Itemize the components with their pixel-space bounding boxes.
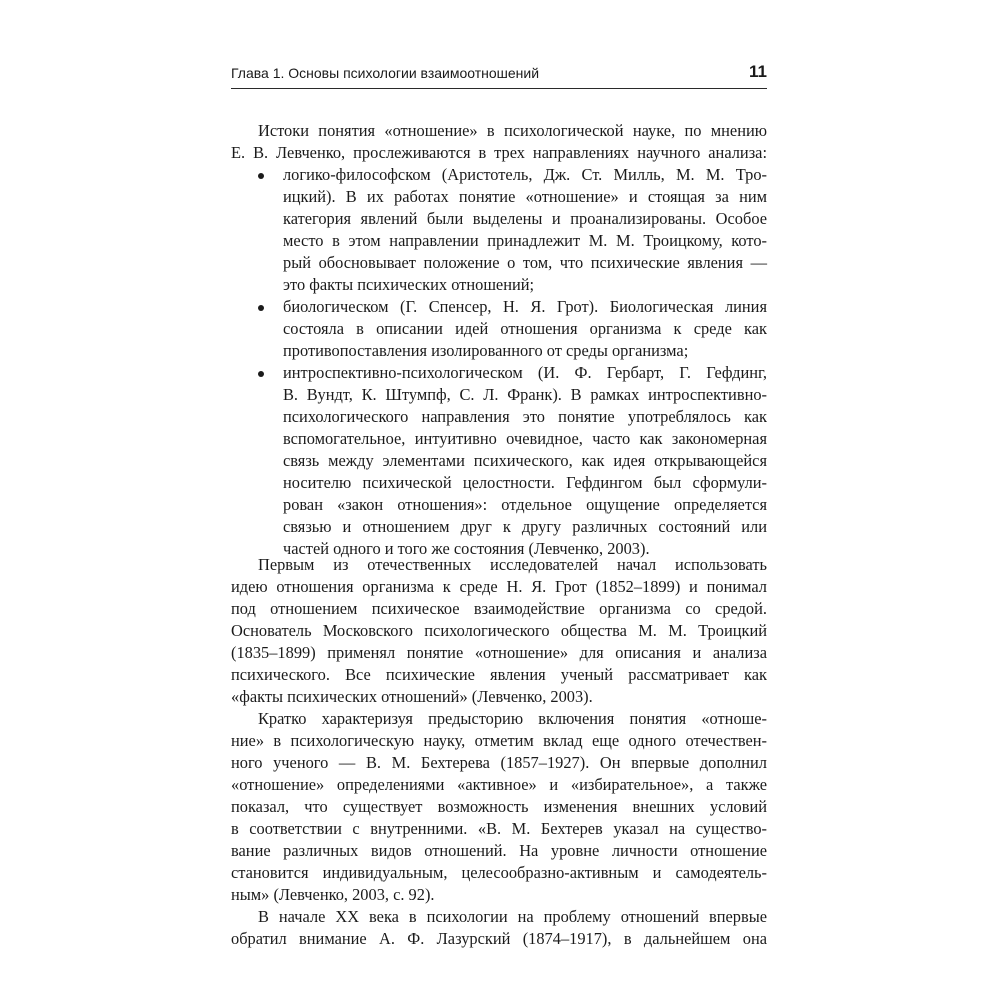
list-item-line: частей одного и того же состояния (Левченко, 2003). [283, 539, 650, 558]
list-item-line: связь между элементами психического, как идея открывающейся [283, 451, 767, 470]
running-head [231, 64, 767, 84]
text-line: психического. Все психические явления ученый рассматривает как [231, 665, 767, 684]
text-line: обратил внимание А. Ф. Лазурский (1874–1917), в дальнейшем она [231, 929, 767, 948]
list-item-line: категория явлений были выделены и проанализированы. Особое [283, 209, 767, 228]
text-line: Первым из отечественных исследователей начал использовать [258, 555, 767, 574]
list-item-line: рый обосновывает положение о том, что психические явления — [283, 253, 767, 272]
text-line: Кратко характеризуя предысторию включения понятия «отноше- [258, 709, 767, 728]
list-item-line: противопоставления изолированного от среды организма; [283, 341, 689, 360]
list-item-line: логико-философском (Аристотель, Дж. Ст. Милль, М. М. Тро- [283, 165, 767, 184]
page-number: 11 [749, 62, 767, 81]
bullet-marker [258, 305, 264, 311]
text-line: В начале XX века в психологии на проблему отношений впервые [258, 907, 767, 926]
header-rule [231, 88, 767, 89]
bullet-marker [258, 173, 264, 179]
text-line: «факты психических отношений» (Левченко, 2003). [231, 687, 593, 706]
list-item-line: интроспективно-психологическом (И. Ф. Гербарт, Г. Гефдинг, [283, 363, 767, 382]
list-item-line: состояла в описании идей отношения организма к среде как [283, 319, 767, 338]
text-line: ным» (Левченко, 2003, с. 92). [231, 885, 435, 904]
text-line: Е. В. Левченко, прослеживаются в трех направлениях научного анализа: [231, 143, 767, 162]
text-line: под отношением психическое взаимодействие организма со средой. [231, 599, 767, 618]
list-item-line: биологическом (Г. Спенсер, Н. Я. Грот). Биологическая линия [283, 297, 767, 316]
list-item-line: место в этом направлении принадлежит М. М. Троицкому, кото- [283, 231, 767, 250]
text-line: показал, что существует возможность изменения внешних условий [231, 797, 767, 816]
list-item-line: психологического направления это понятие употреблялось как [283, 407, 767, 426]
bullet-marker [258, 371, 264, 377]
chapter-title: Глава 1. Основы психологии взаимоотношений [231, 65, 540, 81]
list-item-line: вспомогательное, интуитивно очевидное, часто как закономерная [283, 429, 767, 448]
list-item-line: ицкий). В их работах понятие «отношение» и стоящая за ним [283, 187, 767, 206]
text-line: ние» в психологическую науку, отметим вклад еще одного отечествен- [231, 731, 767, 750]
list-item-line: рован «закон отношения»: отдельное ощущение определяется [283, 495, 767, 514]
text-line: идею отношения организма к среде Н. Я. Грот (1852–1899) и понимал [231, 577, 767, 596]
list-item-line: В. Вундт, К. Штумпф, С. Л. Франк). В рамках интроспективно- [283, 385, 767, 404]
text-line: вание различных видов отношений. На уровне личности отношение [231, 841, 767, 860]
list-item-line: носителю психической целостности. Гефдингом был сформули- [283, 473, 767, 492]
list-item-line: это факты психических отношений; [283, 275, 535, 294]
text-line: ного ученого — В. М. Бехтерева (1857–1927). Он впервые дополнил [231, 753, 767, 772]
text-line: (1835–1899) применял понятие «отношение» для описания и анализа [231, 643, 767, 662]
text-line: Основатель Московского психологического общества М. М. Троицкий [231, 621, 767, 640]
text-line: «отношение» определениями «активное» и «избирательное», а также [231, 775, 767, 794]
list-item-line: связью и отношением друг к другу различных состояний или [283, 517, 767, 536]
text-line: Истоки понятия «отношение» в психологической науке, по мнению [258, 121, 767, 140]
text-line: в соответствии с внутренними. «В. М. Бехтерев указал на существо- [231, 819, 767, 838]
text-line: становится индивидуальным, целесообразно-активным и самодеятель- [231, 863, 767, 882]
